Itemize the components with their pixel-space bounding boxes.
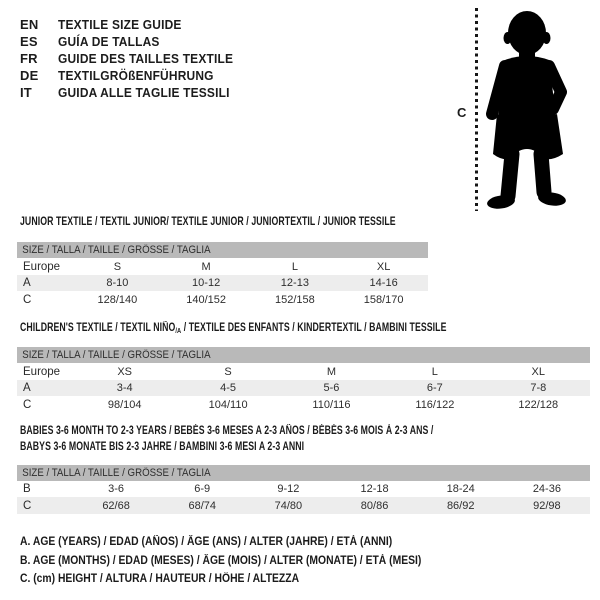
table-row	[17, 291, 428, 308]
table-row	[17, 396, 590, 413]
table-cell: 6-9	[194, 483, 211, 495]
row-label: Europe	[23, 365, 61, 378]
table-cell: 110/116	[312, 398, 351, 411]
children-size-header-band	[17, 347, 590, 363]
lang-row-en	[20, 16, 248, 33]
table-row	[17, 380, 590, 396]
lang-code: FR	[20, 51, 38, 66]
table-row	[17, 497, 590, 514]
table-cell: 10-12	[192, 277, 221, 289]
table-cell: S	[113, 260, 122, 273]
children-title-subscript: /A	[175, 326, 182, 335]
table-cell: 140/152	[186, 293, 226, 306]
babies-size-header-band	[17, 465, 590, 481]
lang-label: TEXTILE SIZE GUIDE	[58, 17, 182, 32]
junior-size-header-band	[17, 242, 428, 258]
table-row	[17, 275, 428, 291]
table-cell: 8-10	[106, 277, 129, 289]
table-cell: 104/110	[208, 398, 248, 411]
children-title-text: / TEXTILE DES ENFANTS / KINDERTEXTIL / BAMBINI TESSILE	[181, 322, 447, 334]
table-cell: L	[431, 365, 438, 378]
table-cell: 4-5	[220, 382, 237, 394]
table-cell: 80/86	[360, 499, 389, 512]
table-cell: 24-36	[532, 483, 561, 495]
table-cell: 14-16	[369, 277, 398, 289]
lang-row-fr	[20, 50, 248, 67]
size-header-text: SIZE / TALLA / TAILLE / GRÖSSE / TAGLIA	[22, 244, 211, 256]
babies-section-title-line1: BABIES 3-6 MONTH TO 2-3 YEARS / BEBÉS 3-6 MESES A 2-3 AÑOS / BÉBÉS 3-6 MOIS À 2-3 ANS /	[20, 425, 434, 437]
table-cell: 74/80	[274, 499, 303, 512]
table-cell: 7-8	[530, 382, 547, 394]
table-cell: 3-6	[108, 483, 125, 495]
table-cell: XS	[117, 365, 133, 378]
table-cell: 18-24	[446, 483, 475, 495]
table-cell: 128/140	[97, 293, 138, 306]
footnote-b: B. AGE (MONTHS) / EDAD (MESES) / ÂGE (MOIS) / ALTER (MONATE) / ETÀ (MESI)	[20, 554, 422, 567]
table-cell: 158/170	[363, 293, 404, 306]
table-cell: S	[224, 365, 232, 378]
baby-silhouette-image	[478, 6, 578, 211]
children-title-text: CHILDREN'S TEXTILE / TEXTIL NIÑO	[20, 322, 176, 334]
table-cell: 152/158	[274, 293, 315, 306]
babies-size-table	[17, 481, 590, 514]
lang-label: GUÍA DE TALLAS	[58, 34, 160, 49]
children-section-title	[20, 322, 447, 337]
table-cell: M	[326, 365, 337, 378]
row-label: C	[23, 499, 32, 512]
table-cell: 116/122	[415, 398, 455, 411]
size-header-text: SIZE / TALLA / TAILLE / GRÖSSE / TAGLIA	[22, 349, 211, 361]
lang-label: GUIDA ALLE TAGLIE TESSILI	[58, 85, 230, 100]
babies-section-title-line2: BABYS 3-6 MONATE BIS 2-3 JAHRE / BAMBINI 3-6 MESI A 2-3 ANNI	[20, 441, 305, 453]
row-label: A	[23, 382, 31, 394]
junior-section-title: JUNIOR TEXTILE / TEXTIL JUNIOR/ TEXTILE JUNIOR / JUNIORTEXTIL / JUNIOR TESSILE	[20, 216, 396, 228]
table-row	[17, 363, 590, 380]
table-cell: M	[201, 260, 211, 273]
table-cell: 12-13	[280, 277, 309, 289]
table-row	[17, 481, 590, 497]
table-cell: 3-4	[116, 382, 133, 394]
footnotes	[20, 533, 466, 589]
children-size-table	[17, 363, 590, 413]
table-cell: 98/104	[107, 398, 142, 411]
table-cell: 92/98	[533, 499, 561, 512]
row-label: C	[23, 293, 32, 306]
size-header-text: SIZE / TALLA / TAILLE / GRÖSSE / TAGLIA	[22, 467, 211, 479]
lang-code: ES	[20, 34, 38, 49]
footnote-a: A. AGE (YEARS) / EDAD (AÑOS) / ÂGE (ANS) / ALTER (JAHRE) / ETÀ (ANNI)	[20, 536, 393, 548]
table-cell: 86/92	[446, 499, 475, 512]
table-row	[17, 258, 428, 275]
row-label: Europe	[23, 260, 61, 273]
lang-row-it	[20, 84, 248, 101]
row-label: C	[23, 398, 32, 411]
lang-code: DE	[20, 68, 39, 83]
table-cell: 5-6	[323, 382, 340, 394]
table-cell: L	[291, 260, 298, 273]
table-cell: 62/68	[102, 499, 130, 512]
row-label: A	[23, 277, 31, 289]
junior-size-table	[17, 258, 428, 308]
lang-label: TEXTILGRÖßENFÜHRUNG	[58, 68, 214, 83]
row-label: B	[23, 483, 31, 495]
lang-label: GUIDE DES TAILLES TEXTILE	[58, 51, 234, 66]
table-cell: 12-18	[360, 483, 389, 495]
table-cell: 6-7	[426, 382, 443, 394]
footnote-c: C. (cm) HEIGHT / ALTURA / HAUTEUR / HÖHE / ALTEZZA	[20, 573, 300, 585]
table-cell: XL	[376, 260, 391, 273]
table-cell: 68/74	[188, 499, 216, 512]
lang-code: IT	[20, 85, 32, 100]
table-cell: XL	[531, 365, 546, 378]
height-measure-label: C	[457, 105, 467, 120]
table-cell: 122/128	[518, 398, 559, 411]
language-list	[20, 16, 248, 101]
lang-code: EN	[20, 17, 39, 32]
table-cell: 9-12	[277, 483, 300, 495]
lang-row-de	[20, 67, 248, 84]
lang-row-es	[20, 33, 248, 50]
